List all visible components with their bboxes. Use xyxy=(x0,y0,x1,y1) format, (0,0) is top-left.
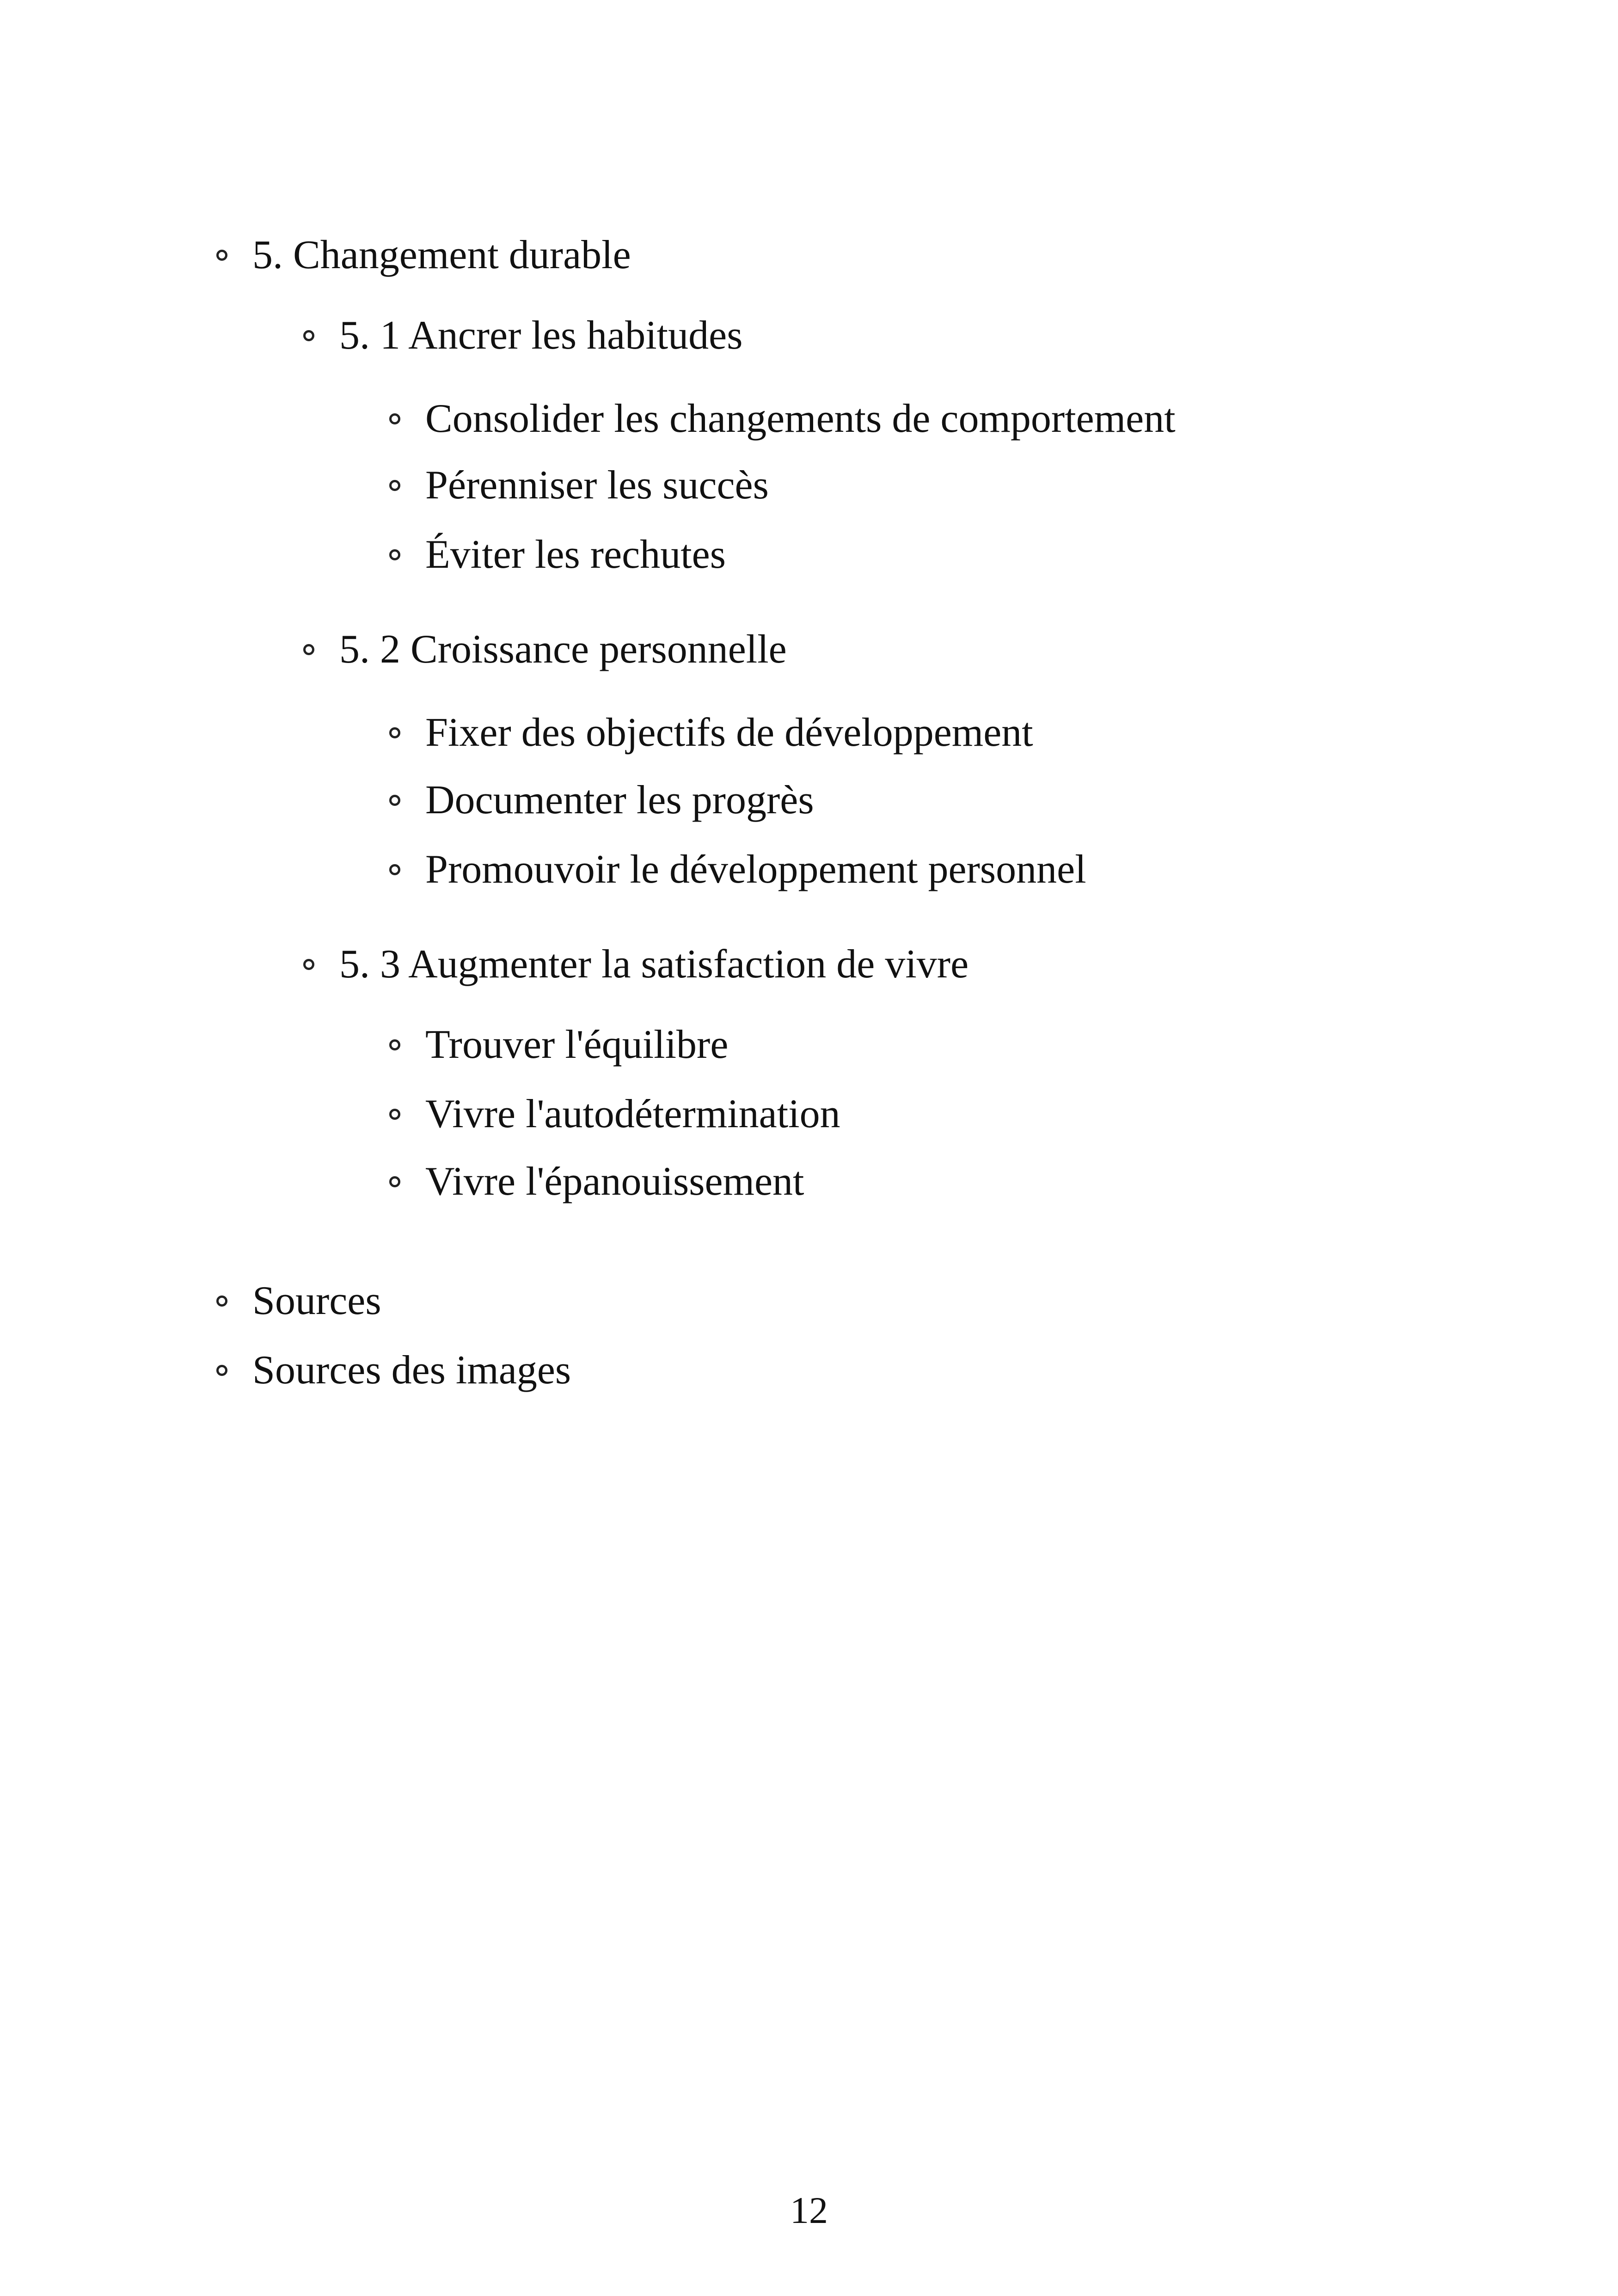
outline-item-label: Fixer des objectifs de développement xyxy=(425,710,1033,755)
outline-item xyxy=(389,525,726,585)
outline-item-section-5-1 xyxy=(303,306,742,366)
hollow-circle-bullet-icon xyxy=(389,795,400,806)
outline-item-section-5 xyxy=(216,225,631,285)
outline-item-label: Vivre l'épanouissement xyxy=(425,1159,804,1204)
page-number: 12 xyxy=(790,2189,828,2231)
outline-item-label: Sources des images xyxy=(252,1348,571,1393)
hollow-circle-bullet-icon xyxy=(303,959,314,970)
hollow-circle-bullet-icon xyxy=(389,1176,400,1187)
outline-item-sources xyxy=(216,1271,381,1331)
outline-item-label: Trouver l'équilibre xyxy=(425,1022,729,1067)
hollow-circle-bullet-icon xyxy=(389,549,400,560)
outline-item-label: Promouvoir le développement personnel xyxy=(425,847,1086,892)
outline-item-label: 5. 2 Croissance personnelle xyxy=(339,627,787,672)
outline-item-section-5-2 xyxy=(303,620,787,680)
outline-item xyxy=(389,840,1086,900)
hollow-circle-bullet-icon xyxy=(389,864,400,875)
outline-item-label: Vivre l'autodétermination xyxy=(425,1092,840,1136)
outline-item xyxy=(389,1084,840,1144)
hollow-circle-bullet-icon xyxy=(389,1109,400,1120)
hollow-circle-bullet-icon xyxy=(216,250,227,261)
outline-item-image-sources xyxy=(216,1340,571,1400)
hollow-circle-bullet-icon xyxy=(216,1295,227,1307)
hollow-circle-bullet-icon xyxy=(389,413,400,424)
outline-item xyxy=(389,703,1033,763)
outline-item xyxy=(389,1015,728,1075)
hollow-circle-bullet-icon xyxy=(216,1365,227,1376)
outline-item-label: 5. Changement durable xyxy=(252,233,631,277)
hollow-circle-bullet-icon xyxy=(389,727,400,738)
outline-item-label: Sources xyxy=(252,1278,381,1323)
hollow-circle-bullet-icon xyxy=(303,330,314,341)
outline-item-label: 5. 3 Augmenter la satisfaction de vivre xyxy=(339,942,969,987)
outline-item-section-5-3 xyxy=(303,934,968,995)
outline-item-label: Pérenniser les succès xyxy=(425,463,769,508)
hollow-circle-bullet-icon xyxy=(303,644,314,655)
outline-item-label: Consolider les changements de comportement xyxy=(425,396,1176,441)
hollow-circle-bullet-icon xyxy=(389,1039,400,1050)
outline-item-label: Documenter les progrès xyxy=(425,778,814,823)
outline-item xyxy=(389,389,1176,449)
outline-item-label: 5. 1 Ancrer les habitudes xyxy=(339,313,743,358)
outline-item xyxy=(389,770,814,830)
hollow-circle-bullet-icon xyxy=(389,480,400,491)
outline-item-label: Éviter les rechutes xyxy=(425,532,726,577)
outline-item xyxy=(389,1152,804,1212)
outline-item xyxy=(389,455,769,516)
